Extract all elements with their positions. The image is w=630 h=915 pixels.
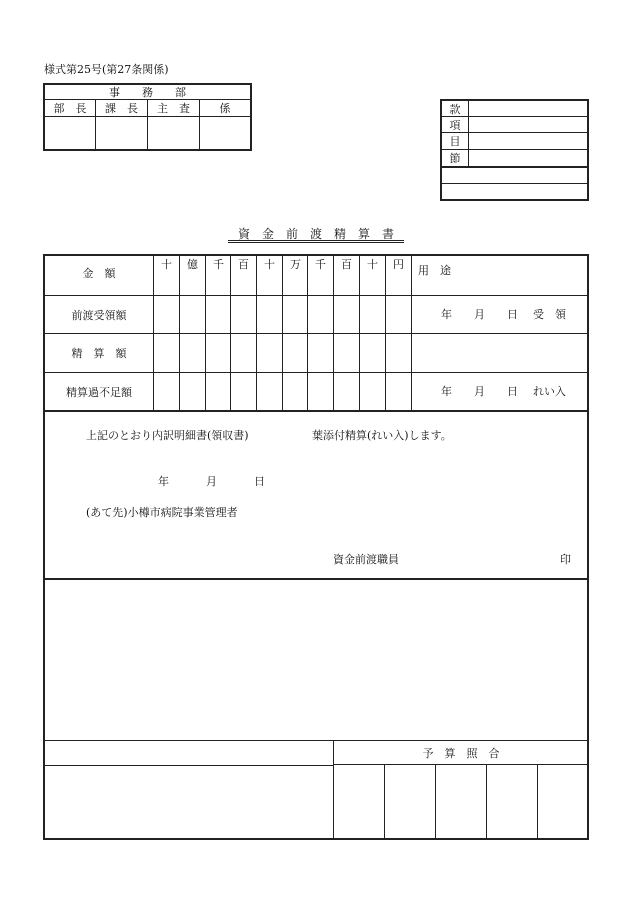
budget-check-label: 予 算 照 合 [422, 747, 500, 760]
digit-hyaku: 百 [341, 258, 352, 271]
received-date: 年 月 日 [441, 308, 518, 321]
digit-en: 円 [393, 258, 404, 271]
refund-suffix: れい入 [533, 385, 566, 398]
digit-ju-man: 十 [264, 258, 275, 271]
amount-label: 金 額 [82, 267, 116, 280]
refund-date: 年 月 日 [441, 385, 518, 398]
statement-line1-b: 葉添付精算(れい入)します。 [312, 429, 452, 442]
digit-oku: 億 [187, 258, 198, 271]
role-kakari: 係 [219, 102, 231, 115]
document-title: 資 金 前 渡 精 算 書 [237, 226, 394, 241]
budget-setsu: 節 [449, 152, 461, 165]
date-day: 日 [254, 475, 265, 488]
form-number: 様式第25号(第27条関係) [44, 63, 169, 76]
approval-header: 事 務 部 [109, 85, 186, 99]
digit-ju: 十 [367, 258, 378, 271]
digit-man: 万 [290, 258, 301, 271]
role-kacho: 課 長 [105, 102, 138, 115]
budget-kou: 項 [449, 118, 461, 132]
row-label-settlement-amount: 精 算 額 [71, 347, 127, 360]
officer-label: 資金前渡職員 [333, 553, 399, 566]
budget-moku: 目 [449, 135, 461, 148]
received-suffix: 受 領 [533, 308, 566, 321]
date-month: 月 [206, 475, 217, 488]
statement-line1-a: 上記のとおり内訳明細書(領収書) [86, 429, 249, 442]
role-bucho: 部 長 [53, 102, 87, 115]
row-label-advance-received: 前渡受領額 [71, 308, 127, 322]
seal-mark: 印 [560, 553, 571, 566]
purpose-label: 用 途 [418, 264, 451, 277]
digit-sen: 千 [315, 258, 326, 271]
addressee: (あて先)小樽市病院事業管理者 [86, 506, 238, 519]
digit-hyaku-man: 百 [238, 258, 249, 271]
budget-kan: 款 [449, 102, 461, 116]
digit-ju-oku: 十 [161, 258, 172, 271]
date-year: 年 [158, 475, 169, 488]
role-shusa: 主 査 [157, 102, 190, 115]
row-label-surplus-deficit: 精算過不足額 [66, 385, 132, 399]
digit-sen-man: 千 [213, 258, 224, 271]
